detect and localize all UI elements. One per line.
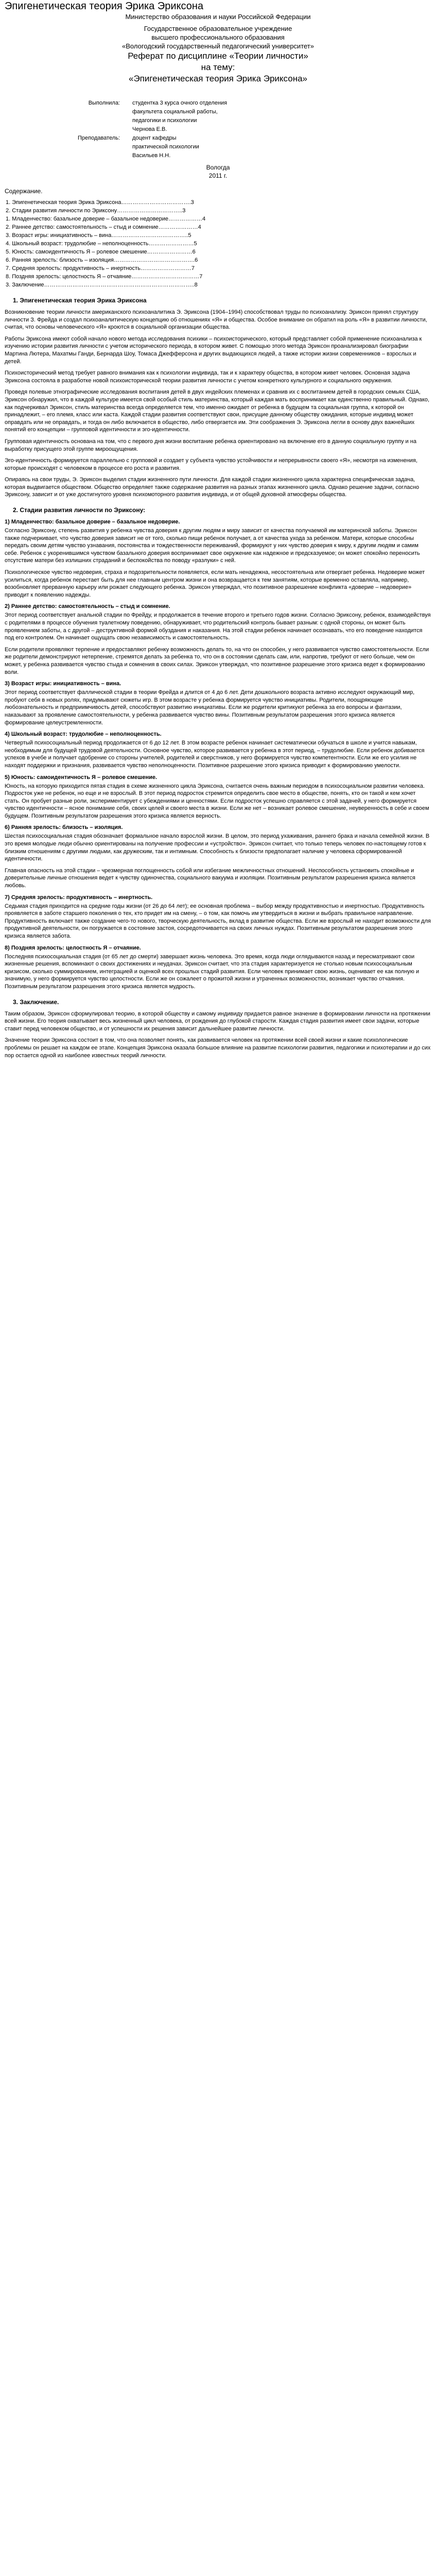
section-heading: 2. Стадии развития личности по Эриксону: bbox=[13, 506, 146, 514]
paragraph: Психологическое чувство недоверия, страха и подозрительности появляется, если мать ненадежна, несостоятельна или отвергает ребенка. Недоверие может усилиться, когда ребенок перестает быть для нее главным центром жизни и она возвращается к тем занятиям, которые временно оставляла, например, возобновляет прерванную карьеру или рожает следующего ребенка. Эриксон утверждал, что позитивное разрешение конфликта «доверие – недоверие» приводит к появлению надежды. bbox=[5, 569, 425, 598]
institution-line-1: Государственное образовательное учреждение bbox=[144, 25, 292, 32]
year: 2011 г. bbox=[208, 172, 228, 179]
on-topic-line: на тему: bbox=[201, 62, 235, 72]
toc-heading: Содержание. bbox=[5, 188, 43, 195]
stage-heading: 6) Ранняя зрелость: близость – изоляция. bbox=[5, 824, 123, 831]
stage-heading: 5) Юность: самоидентичность Я – ролевое смешение. bbox=[5, 774, 158, 781]
toc-item: 1. Младенчество: базальное доверие – базальное недоверие………………4 bbox=[6, 216, 206, 222]
toc-item: 5. Юность: самоидентичность Я – ролевое смешение……………………6 bbox=[6, 249, 196, 255]
table-of-contents bbox=[5, 187, 431, 289]
paragraph: Последняя психосоциальная стадия (от 65 лет до смерти) завершает жизнь человека. Это время, когда люди оглядываются назад и пересматривают свои жизненные решения, вспоминают о своих достижениях и неудачах. Эриксон считает, что эта стадия характеризуется не столько новым психосоциальным кризисом, сколько суммированием, интеграцией и оценкой всех прошлых стадий развития. Если человек принимает свою жизнь, оценивает ее как полную и значимую, у него формируется чувство целостности. Если же он сожалеет о прожитой жизни и утраченных возможностях, возникает чувство отчаяния. Позитивным результатом разрешения этого кризиса является мудрость. bbox=[5, 953, 420, 990]
stage-heading: 8) Поздняя зрелость: целостность Я – отчаяние. bbox=[5, 944, 141, 951]
toc-item: 4. Школьный возраст: трудолюбие – неполноценность……………………5 bbox=[6, 241, 197, 247]
paragraph: Юность, на которую приходится пятая стадия в схеме жизненного цикла Эриксона, считается очень важным периодом в психосоциальном развитии человека. Подросток уже не ребенок, но еще и не взрослый. В этот период подросток стремится определить свое место в обществе, понять, кто он такой и кем хочет стать. Он пробует разные роли, экспериментирует с убеждениями и ценностями. Если подросток успешно справляется с этой задачей, у него формируется чувство идентичности – ясное понимание себя, своих целей и своего места в жизни. Если же нет – возникает ролевое смешение, неуверенность в себе и своем будущем. Позитивным результатом разрешения этого кризиса является верность. bbox=[5, 783, 429, 819]
paragraph: Таким образом, Эриксон сформулировал теорию, в которой обществу и самому индивиду придается равное значение в формировании личности на протяжении всей жизни. Его теория охватывает весь жизненный цикл человека, от рождения до глубокой старости. Каждая стадия развития имеет свои задачи, которые ставит перед человеком общество, и от успешности их решения зависит дальнейшее развитие личности. bbox=[5, 1010, 430, 1032]
toc-item: 3. Заключение……………………………………………………………………..8 bbox=[6, 282, 198, 288]
paragraph: Значение теории Эриксона состоит в том, что она позволяет понять, как развивается человек на протяжении всей своей жизни и какие психологические проблемы он решает на каждом ее этапе. Концепция Эриксона оказала большое влияние на развитие психологии развития, педагогики и психотерапии и до сих пор остается одной из наиболее известных теорий личности. bbox=[5, 1037, 431, 1059]
topic-line: «Эпигенетическая теория Эрика Эриксона» bbox=[128, 74, 307, 83]
toc-item: 2. Раннее детство: самостоятельность – стыд и сомнение…………………4 bbox=[6, 224, 201, 230]
stage-heading: 4) Школьный возраст: трудолюбие – неполноценность. bbox=[5, 731, 162, 738]
performed-line: факультета социальной работы, bbox=[132, 109, 218, 115]
toc-list bbox=[5, 198, 431, 289]
paragraph: Опираясь на свои труды, Э. Эриксон выделил стадии жизненного пути личности. Для каждой стадии жизненного цикла характерна специфическая задача, которая выдвигается обществом. Общество определяет также содержание развития на разных этапах жизненного цикла. Однако решение задачи, согласно Эриксону, зависит и от уже достигнутого уровня психомоторного развития индивида, и от общей духовной атмосферы общества. bbox=[5, 477, 420, 498]
performed-label: Выполнила: bbox=[88, 100, 120, 106]
toc-item: 8. Поздняя зрелость: целостность Я – отчаяние………………………………7 bbox=[6, 274, 203, 280]
paragraph: Групповая идентичность основана на том, что с первого дня жизни воспитание ребенка ориентировано на включение его в данную социальную группу и на выработку присущего этой группе мироощущения. bbox=[5, 438, 416, 452]
ministry-line: Министерство образования и науки Российской Федерации bbox=[125, 13, 311, 21]
toc-item: 7. Средняя зрелость: продуктивность – инертность………………………7 bbox=[6, 265, 195, 272]
paragraph: Седьмая стадия приходится на средние годы жизни (от 26 до 64 лет); ее основная проблема – выбор между продуктивностью и инертностью. Продуктивность проявляется в заботе старшего поколения о тех, кто придет им на смену, – о том, как помочь им утвердиться в жизни и выбрать правильное направление. Продуктивность включает также создание чего-то нового, творческую деятельность, вклад в развитие общества. Если же взрослый не находит возможности для продуктивной деятельности, он погружается в состояние застоя, сосредоточивается на своих личных нуждах. Позитивным результатом разрешения этого кризиса является забота. bbox=[5, 903, 431, 939]
referat-line: Реферат по дисциплине «Теории личности» bbox=[128, 51, 308, 61]
stage-heading: 1) Младенчество: базальное доверие – базальное недоверие. bbox=[5, 519, 180, 526]
toc-item: 6. Ранняя зрелость: близость – изоляция…………………………………….6 bbox=[6, 257, 198, 263]
performed-value bbox=[132, 99, 431, 134]
paragraph: Шестая психосоциальная стадия обозначает формальное начало взрослой жизни. В целом, это период ухаживания, раннего брака и начала семейной жизни. В это время молодые люди обычно ориентированы на получение профессии и «устройство». Эриксон считает, что только теперь человек по-настоящему готов к близким отношениям с другими людьми, как дружеским, так и интимным. Способность к близости предполагает наличие у человека сформированной идентичности. bbox=[5, 833, 430, 862]
paragraph: Психоисторический метод требует равного внимания как к психологии индивида, так и к характеру общества, в котором живет человек. Основная задача Эриксона состояла в разработке новой психоисторической теории развития личности с учетом конкретного культурного и социального окружения. bbox=[5, 370, 410, 384]
paragraph: Работы Эриксона имеют собой начало нового метода исследования психики – психоисторического, который представляет собой применение психоанализа к изучению истории развития личности с учетом исторического периода, в котором живет. С помощью этого метода Эриксон проанализировал биографии Мартина Лютера, Махатмы Ганди, Бернарда Шоу, Томаса Джефферсона и других выдающихся людей, а также истории жизни современников – взрослых и детей. bbox=[5, 335, 422, 365]
section-heading: 3. Заключение. bbox=[13, 998, 59, 1006]
document-page bbox=[0, 0, 436, 1079]
section-heading: 1. Эпигенетическая теория Эрика Эриксона bbox=[13, 297, 147, 304]
stage-heading: 2) Раннее детство: самостоятельность – стыд и сомнение. bbox=[5, 603, 170, 610]
section bbox=[5, 998, 431, 1060]
paragraph: Этот период соответствует фаллической стадии в теории Фрейда и длится от 4 до 6 лет. Дети дошкольного возраста активно исследуют окружающий мир, пробуют себя в новых ролях, придумывают сюжеты игр. В этом возрасте у ребенка формируется чувство инициативы. Родители, поощряющие любознательность и предприимчивость детей, способствуют развитию инициативы. Если же родители критикуют ребенка за его вопросы и фантазии, наказывают за проявление самостоятельности, у ребенка развивается чувство вины. Позитивным результатом разрешения этого кризиса является формирование целеустремленности. bbox=[5, 689, 415, 726]
paragraph: Четвертый психосоциальный период продолжается от 6 до 12 лет. В этом возрасте ребенок начинает систематически обучаться в школе и учится навыкам, необходимым для будущей трудовой деятельности. Основное чувство, которое развивается у ребенка в этот период, – трудолюбие. Если ребенок добивается успехов в учебе и получает одобрение со стороны учителей, родителей и сверстников, у него формируется чувство компетентности. Если же его усилия не находят поддержки и признания, развивается чувство неполноценности. Позитивное разрешение этого кризиса приводит к формированию умелости. bbox=[5, 740, 425, 769]
signature-block bbox=[5, 99, 431, 160]
paragraph: Проведя полевые этнографические исследования воспитания детей в двух индейских племенах и сравнив их с воспитанием детей в городских семьях США, Эриксон обнаружил, что в каждой культуре имеется свой особый стиль материнства, который каждая мать воспринимает как единственно правильный. Однако, как подчеркивал Эриксон, стиль материнства всегда определяется тем, что именно ожидает от ребенка в будущем та социальная группа, к которой он принадлежит, – его племя, класс или каста. Каждой стадии развития соответствуют свои, присущие данному обществу ожидания, которые индивид может оправдать или не оправдать, и тогда он либо включается в общество, либо отвергается им. Эти соображения Э. Эриксона легли в основу двух важнейших понятий его концепции – групповой идентичности и эго-идентичности. bbox=[5, 389, 430, 433]
stage-heading: 3) Возраст игры: инициативность – вина. bbox=[5, 681, 121, 687]
paragraph: Если родители проявляют терпение и предоставляют ребенку возможность делать то, на что он способен, у него развивается чувство самостоятельности. Если же родители демонстрируют нетерпение, стремятся делать за ребенка то, что он в состоянии сделать сам, или, напротив, требуют от него больше, чем он может, у ребенка развивается чувство стыда и сомнения в своих силах. Эриксон утверждал, что позитивное разрешение этого кризиса ведет к формированию воли. bbox=[5, 646, 429, 675]
section bbox=[5, 296, 431, 499]
performed-line: педагогики и психологии bbox=[132, 117, 197, 124]
teacher-line: Васильев Н.Н. bbox=[132, 152, 171, 159]
paragraph: Согласно Эриксону, степень развития у ребенка чувства доверия к другим людям и миру зависит от качества получаемой им материнской заботы. Эриксон также подчеркивает, что чувство доверия зависит не от того, сколько пищи ребенок получает, а от качества ухода за ребенком. Матери, которые способны передать своим детям чувство узнавания, постоянства и тождественности переживаний, формируют у них чувство доверия к миру, к другим людям и самим себе. Ребенок с укоренившимся чувством базального доверия воспринимает свое окружение как надежное и предсказуемое; он может спокойно переносить отсутствие матери без излишних страданий и беспокойства по поводу «разлуки» с ней. bbox=[5, 528, 420, 564]
city: Вологда bbox=[206, 164, 230, 171]
paragraph: Возникновение теории личности американского психоаналитика Э. Эриксона (1904–1994) способствовал труды по психоанализу. Эриксон принял структуру личности З. Фрейда и создал психоаналитическую концепцию об отношениях «Я» и общества. Особое внимание он обратил на роль «Я» в развитии личности, считая, что основы человеческого «Я» кроются в социальной организации общества. bbox=[5, 309, 427, 331]
stage-heading: 7) Средняя зрелость: продуктивность – инертность. bbox=[5, 894, 153, 901]
institution-line-3: «Вологодский государственный педагогический университет» bbox=[122, 42, 314, 50]
teacher-line: практической психологии bbox=[132, 144, 199, 150]
institution-line-2: высшего профессионального образования bbox=[151, 33, 285, 41]
teacher-value bbox=[132, 134, 431, 160]
toc-item: 3. Возраст игры: инициативность – вина…………………………………..5 bbox=[6, 232, 191, 239]
paragraph: Эго-идентичность формируется параллельно с групповой и создает у субъекта чувство устойчивости и непрерывности своего «Я», несмотря на изменения, которые происходят с человеком в процессе его роста и развития. bbox=[5, 457, 417, 471]
paragraph: Этот период соответствует анальной стадии по Фрейду, и продолжается в течение второго и третьего годов жизни. Согласно Эриксону, ребенок, взаимодействуя с родителями в процессе обучения туалетному поведению, обнаруживает, что родительский контроль бывает разным: с одной стороны, он может быть проявлением заботы, а с другой – деструктивной формой обуздания и наказания. На этой стадии ребенок начинает осознавать, что его поведение находится под его контролем. Он начинает ощущать свою независимость и самостоятельность. bbox=[5, 612, 431, 641]
paragraph: Главная опасность на этой стадии – чрезмерная поглощенность собой или избегание межличностных отношений. Неспособность установить спокойные и доверительные личные отношения ведет к чувству одиночества, социального вакуума и изоляции. Позитивным результатом разрешения кризиса является любовь. bbox=[5, 867, 415, 889]
toc-item: 1. Эпигенетическая теория Эрика Эриксона……………………………….3 bbox=[6, 199, 194, 206]
toc-item: 2. Стадии развития личности по Эриксону……………………………..3 bbox=[6, 208, 186, 214]
teacher-label: Преподаватель: bbox=[78, 135, 120, 141]
document-body bbox=[5, 296, 431, 1059]
title-page bbox=[5, 12, 431, 180]
section bbox=[5, 506, 431, 991]
performed-line: Чернова Е.В. bbox=[132, 126, 167, 132]
performed-line: студентка 3 курса очного отделения bbox=[132, 100, 228, 106]
document-title: Эпигенетическая теория Эрика Эриксона bbox=[5, 1, 203, 12]
teacher-line: доцент кафедры bbox=[132, 135, 177, 141]
